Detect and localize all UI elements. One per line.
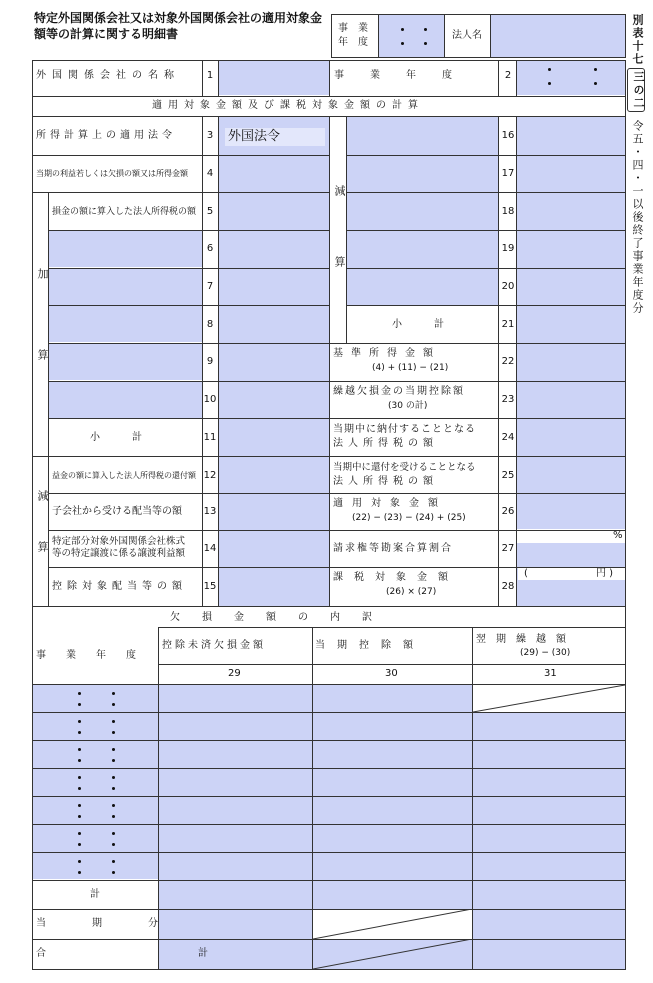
line-number-24: 24	[501, 432, 515, 443]
line-number-26: 26	[501, 506, 515, 517]
slash-col30-current	[313, 909, 472, 939]
r21-label: 小 計	[392, 319, 448, 330]
line-number-27: 27	[501, 543, 515, 554]
line-number-11: 11	[203, 432, 217, 443]
business-year-label: 事 業 年 度	[338, 23, 368, 48]
line-number-17: 17	[501, 168, 515, 179]
r28-paren-open: (	[524, 568, 528, 579]
line-number-12: 12	[203, 470, 217, 481]
right-values-column[interactable]	[517, 117, 625, 529]
r8-label-field[interactable]	[49, 306, 202, 342]
slash-col30-total	[313, 939, 472, 969]
r28-paren-close: 円 )	[596, 568, 614, 579]
line-number-5: 5	[206, 206, 214, 217]
r7-label-field[interactable]	[49, 269, 202, 305]
slash-col31-first	[473, 685, 625, 712]
form-number: 別表十七	[631, 14, 644, 66]
corp-name-label: 法人名	[452, 30, 482, 41]
r14-label-1: 特定部分対象外国関係会社株式	[52, 536, 186, 547]
sub-label-left: 減算	[36, 490, 49, 592]
col30-label: 当期控除額	[315, 640, 425, 651]
r10-label-field[interactable]	[49, 382, 202, 418]
col29-number: 29	[228, 668, 241, 679]
col31-number: 31	[544, 668, 557, 679]
loss-current-label: 当 期 分	[36, 918, 176, 929]
applies-to: 令五・四・一以後終了事業年度分	[631, 120, 644, 315]
left-values-column[interactable]	[219, 193, 329, 606]
line-number-18: 18	[501, 206, 515, 217]
r22-label: 基準所得金額	[333, 348, 441, 359]
loss-total-label: 計	[90, 889, 100, 900]
r5-label: 損金の額に算入した法人所得税の額	[52, 207, 197, 217]
r13-label: 子会社から受ける配当等の額	[52, 506, 182, 517]
loss-title: 欠損金額の内訳	[170, 612, 394, 623]
line-number-14: 14	[203, 543, 217, 554]
loss-year-fields[interactable]	[33, 685, 158, 879]
r24-label-1: 当期中に納付することとなる	[333, 424, 476, 435]
r6-label-field[interactable]	[49, 231, 202, 267]
form-title-line2: 額等の計算に関する明細書	[34, 27, 179, 41]
r24-label-2: 法人所得税の額	[333, 438, 438, 449]
r23-formula: (30 の計)	[388, 401, 428, 411]
sub-label-right: 減算	[333, 185, 346, 327]
r26-label: 適用対象金額	[333, 498, 447, 509]
line-number-28: 28	[501, 581, 515, 592]
foreign-corp-name-field[interactable]	[219, 61, 329, 95]
r26-formula: (22) − (23) − (24) + (25)	[352, 513, 466, 523]
section-calc-title: 適用対象金額及び課税対象金額の計算	[152, 100, 424, 111]
line-number-6: 6	[206, 243, 214, 254]
line-number-7: 7	[206, 281, 214, 292]
r22-formula: (4) + (11) − (21)	[372, 363, 449, 373]
r27-unit: %	[613, 530, 623, 541]
col29-label: 控除未済欠損金額	[162, 640, 266, 651]
loss-grand-total-label: 合 計	[36, 948, 252, 959]
r23-label: 繰越欠損金の当期控除額	[333, 386, 465, 397]
r14-label-2: 等の特定譲渡に係る譲渡利益額	[52, 548, 186, 559]
r25-label-1: 当期中に還付を受けることとなる	[333, 462, 476, 473]
line-number-4: 4	[206, 168, 214, 179]
col-year: 事業年度	[36, 650, 156, 661]
line-number-16: 16	[501, 130, 515, 141]
col30-number: 30	[385, 668, 398, 679]
line-number-19: 19	[501, 243, 515, 254]
r4-field[interactable]	[219, 156, 329, 192]
add-label: 加算	[36, 268, 49, 430]
col31-label: 翌期繰越額	[476, 634, 576, 645]
form-title-line1: 特定外国関係会社又は対象外国関係会社の適用対象金	[34, 11, 323, 25]
form-sub-box	[627, 68, 645, 112]
line-number-3: 3	[206, 130, 214, 141]
r3-value[interactable]: 外国法令	[225, 128, 325, 146]
r3-label: 所得計算上の適用法令	[36, 130, 176, 141]
col31-formula: (29) − (30)	[520, 648, 571, 658]
loss-col30-fields[interactable]	[313, 685, 472, 909]
r12-label: 益金の額に算入した法人所得税の還付額	[52, 471, 196, 480]
line-number-9: 9	[206, 356, 214, 367]
line-number-22: 22	[501, 356, 515, 367]
line-number-10: 10	[203, 394, 217, 405]
right-sub-label-fields[interactable]	[347, 117, 498, 305]
r15-label: 控除対象配当等の額	[52, 581, 187, 592]
r28-label: 課税対象金額	[333, 572, 459, 583]
line-number-2: 2	[504, 70, 512, 81]
line-number-20: 20	[501, 281, 515, 292]
line-number-13: 13	[203, 506, 217, 517]
r25-label-2: 法人所得税の額	[333, 476, 438, 487]
line-number-15: 15	[203, 581, 217, 592]
top-business-year-field[interactable]	[517, 61, 625, 95]
top-business-year-label: 事 業 年 度	[334, 70, 460, 81]
line-number-21: 21	[501, 319, 515, 330]
loss-col29-fields[interactable]	[159, 685, 312, 969]
corp-name-field[interactable]	[491, 15, 625, 57]
business-year-field[interactable]	[378, 15, 444, 57]
line-number-23: 23	[501, 394, 515, 405]
r11-label: 小 計	[90, 432, 146, 443]
line-number-25: 25	[501, 470, 515, 481]
r9-label-field[interactable]	[49, 344, 202, 380]
line-number-1: 1	[206, 70, 214, 81]
foreign-corp-name-label: 外国関係会社の名称	[36, 70, 180, 81]
r28-formula: (26) × (27)	[386, 587, 437, 597]
line-number-8: 8	[206, 319, 214, 330]
r27-label: 請求権等勘案合算割合	[333, 543, 453, 554]
r4-label: 当期の利益若しくは欠損の額又は所得金額	[36, 169, 188, 178]
form-sub: 三の二	[632, 71, 645, 110]
